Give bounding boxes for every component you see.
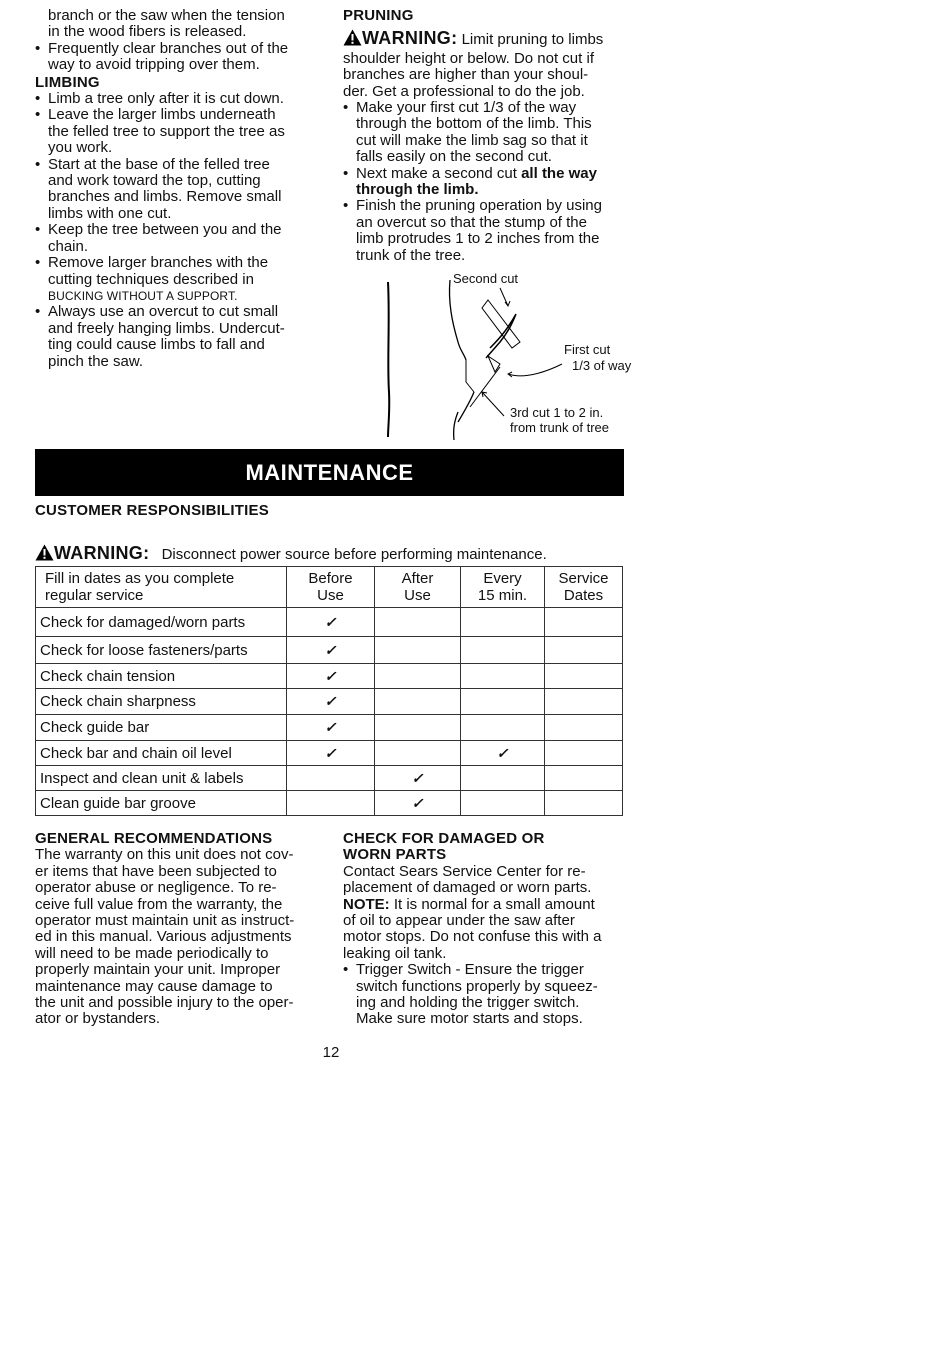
list-item: • Limb a tree only after it is cut down. [35,91,325,107]
intro-line: branch or the saw when the tension [48,7,285,24]
after-use-cell [375,741,461,766]
before-use-header: Before Use [287,567,375,608]
list-item: • Leave the larger limbs underneath the felled tree to support the tree as you work. [35,107,325,156]
third-cut-label: 3rd cut 1 to 2 in. [510,405,604,420]
task-cell: Check chain sharpness [36,689,287,715]
after-use-cell [375,689,461,715]
check-mark-icon: ✓ [287,715,375,741]
list-item: • Next make a second cut all the way through the limb. [343,166,633,199]
third-cut-location-label: from trunk of tree [510,420,609,435]
every-15-min-cell [461,791,545,816]
second-cut-arrow [500,288,510,306]
list-item: • Frequently clear branches out of the way to avoid tripping over them. [35,41,325,74]
table-row [36,715,623,741]
note: NOTE: It is normal for a small amount [343,895,595,913]
check-mark-icon: ✓ [287,689,375,715]
before-use-cell [287,766,375,791]
every-15-min-cell [461,637,545,664]
limb-lower-line [458,392,474,422]
maintenance-banner: MAINTENANCE [35,449,624,496]
check-mark-icon: ✓ [287,741,375,766]
limb-upper-line [449,280,466,360]
after-use-cell [375,637,461,664]
service-dates-cell [545,766,623,791]
check-mark-icon: ✓ [375,766,461,791]
page-number: 12 [322,1044,340,1061]
service-dates-cell [545,715,623,741]
intro-line: in the wood fibers is released. [48,23,247,41]
first-cut-depth-label: 1/3 of way [572,358,632,373]
pruning-list [343,100,633,264]
limb-lower-left [454,412,458,440]
check-damaged-list [343,962,638,1028]
first-cut-label: First cut [564,342,611,357]
warning-triangle-icon [35,544,54,565]
list-item: • Finish the pruning operation by using an overcut so that the stump of the limb protrudes 1 to 2 inches from the trunk of the tree. [343,198,633,264]
maintenance-schedule-table [35,566,623,816]
after-use-cell [375,608,461,637]
check-damaged-heading: CHECK FOR DAMAGED OR [343,830,545,847]
note-label: NOTE: [343,895,390,913]
check-mark-icon: ✓ [287,637,375,664]
task-cell: Check guide bar [36,715,287,741]
task-cell: Check chain tension [36,664,287,689]
service-dates-header: Service Dates [545,567,623,608]
list-item: • Start at the base of the felled tree and work toward the top, cutting branches and limbs. Remove small limbs with one cut. [35,157,325,223]
second-cut-wedge [466,360,474,392]
service-dates-cell [545,689,623,715]
warning-line: shoulder height or below. Do not cut if [343,49,594,67]
third-cut-line [470,367,500,407]
warning-triangle-icon [343,29,362,50]
pruning-cuts-diagram [340,262,640,444]
service-dates-cell [545,637,623,664]
task-cell: Clean guide bar groove [36,791,287,816]
after-use-header: After Use [375,567,461,608]
every-15-min-cell [461,608,545,637]
service-dates-cell [545,608,623,637]
after-use-cell [375,715,461,741]
table-header-row [36,567,623,608]
limbing-heading: LIMBING [35,73,100,91]
list-item: • Keep the tree between you and the chain. [35,222,325,255]
task-column-header: Fill in dates as you complete regular service [36,567,287,608]
general-heading: GENERAL RECOMMENDATIONS [35,830,273,847]
every-15-min-cell [461,664,545,689]
before-use-cell [287,791,375,816]
pruning-heading: PRUNING [343,7,414,24]
list-item: • Always use an overcut to cut small and freely hanging limbs. Undercut- ting could cause limbs to fall and pinch the saw. [35,304,325,370]
every-15-min-cell [461,715,545,741]
list-item: • Make your first cut 1/3 of the way through the bottom of the limb. This cut will make the limb sag so that it falls easily on the second cut. [343,100,633,166]
first-cut-arrow [508,364,562,377]
every-15-min-cell [461,766,545,791]
check-mark-icon: ✓ [287,664,375,689]
second-cut-label: Second cut [453,271,519,286]
check-mark-icon: ✓ [287,608,375,637]
every-15-min-cell [461,689,545,715]
service-dates-cell [545,791,623,816]
table-row [36,608,623,637]
pruning-column [343,8,633,264]
check-damaged-heading: WORN PARTS [343,846,447,864]
warning-line: branches are higher than your shoul- [343,66,589,84]
check-mark-icon: ✓ [461,741,545,766]
check-mark-icon: ✓ [375,791,461,816]
task-cell: Check for loose fasteners/parts [36,637,287,664]
service-dates-cell [545,741,623,766]
check-damaged-parts: CHECK FOR DAMAGED OR WORN PARTS Contact Sears Service Center for re- placement of damaged or worn parts. NOTE: It is normal for a small amount of oil to appear under the saw after motor stops. Do not confuse this with a leaking oil tank. • Trigger Switch - Ensure the trigger switch functions properly by squeez- ing and holding the trigger switch. Make sure motor starts and stops. [343,831,638,1028]
service-dates-cell [545,664,623,689]
table-row [36,689,623,715]
left-top-column [35,8,325,370]
trunk-line [388,282,389,437]
table-row [36,766,623,791]
falling-limb [486,314,516,358]
list-item: • Trigger Switch - Ensure the trigger switch functions properly by squeez- ing and holding the trigger switch. Make sure motor starts and stops. [343,962,638,1028]
customer-heading: CUSTOMER RESPONSIBILITIES [35,502,269,519]
clear-branches-list [35,41,325,74]
warning-label: WARNING: [54,543,150,563]
table-row [36,741,623,766]
limbing-list [35,91,325,370]
table-row [36,637,623,664]
maintenance-warning [35,544,635,565]
third-cut-arrow [482,392,504,416]
pruning-warning: WARNING: Limit pruning to limbs [343,29,633,50]
warning-label: WARNING: [362,28,458,49]
task-cell: Check bar and chain oil level [36,741,287,766]
customer-responsibilities [35,503,635,519]
task-cell: Check for damaged/worn parts [36,608,287,637]
every-15-min-header: Every 15 min. [461,567,545,608]
table-row [36,791,623,816]
general-recommendations: GENERAL RECOMMENDATIONS The warranty on this unit does not cov- er items that have been subjected to operator abuse or negligence. To re- ceive full value from the warranty, the operator must maintain unit as instruct- ed in this manual. Various adjustments will need to be made periodically to properly maintain your unit. Improper maintenance may cause damage to the unit and possible injury to the oper- ator or bystanders. [35,831,325,1028]
table-row [36,664,623,689]
after-use-cell [375,664,461,689]
task-cell: Inspect and clean unit & labels [36,766,287,791]
warning-line: der. Get a professional to do the job. [343,82,585,100]
warning-text: Disconnect power source before performing maintenance. [161,546,547,563]
list-item: • Remove larger branches with the cutting techniques described in BUCKING WITHOUT A SUPPORT. [35,255,325,304]
